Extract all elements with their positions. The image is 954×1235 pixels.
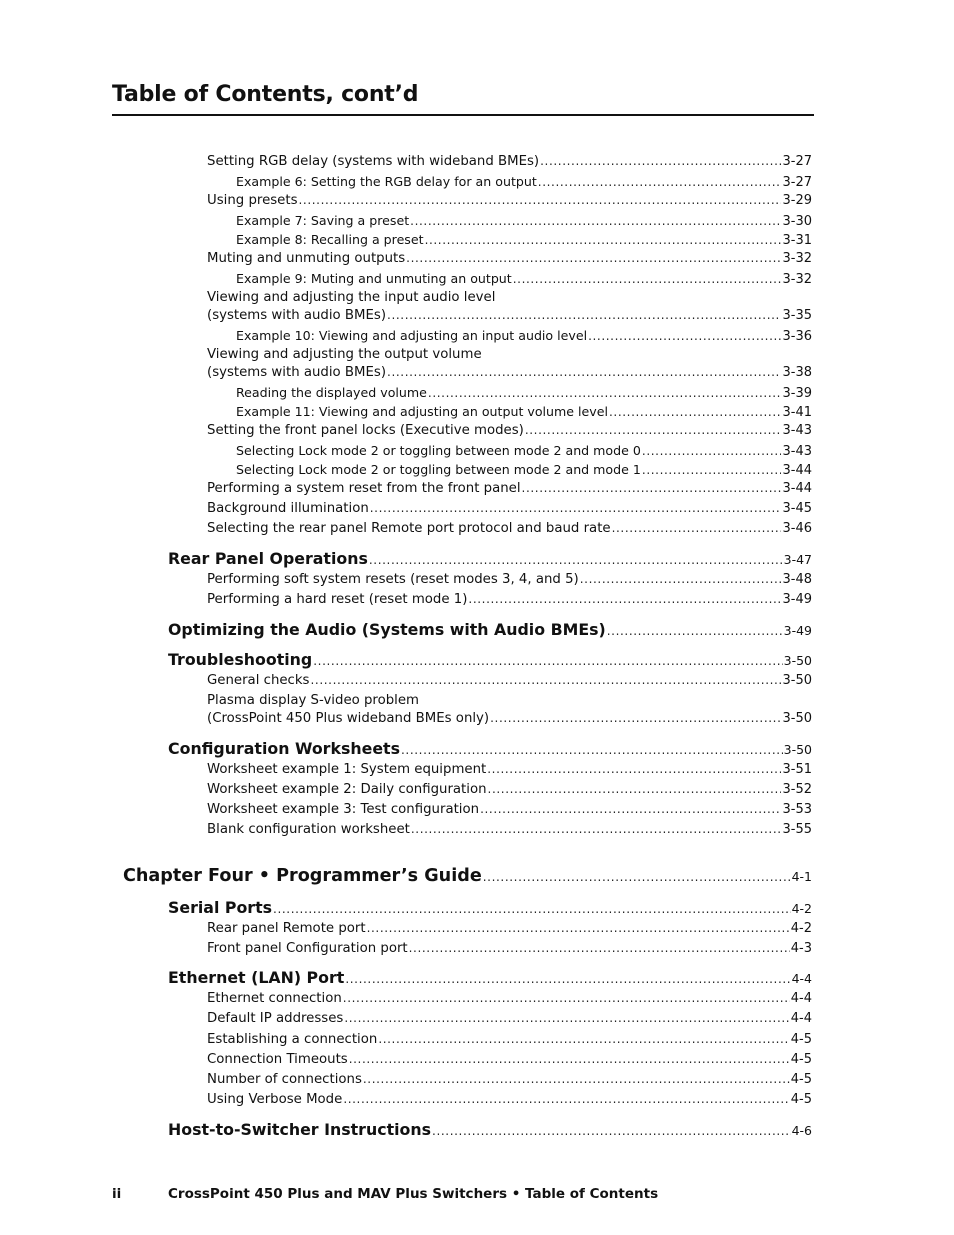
toc-entry [207,782,812,797]
leader-dots [425,233,782,247]
toc-entry [207,802,812,817]
toc-entry-label: Selecting Lock mode 2 or toggling between mode 2 and mode 1 [236,462,641,477]
toc-page-number: 3-32 [782,251,812,266]
toc-entry [207,991,812,1006]
leader-dots [344,1011,789,1025]
leader-dots [378,1032,789,1046]
leader-dots [522,481,782,495]
toc-entry [207,423,812,438]
toc-entry [236,385,812,401]
toc-entry [207,762,812,777]
toc-section [168,549,812,568]
leader-dots [345,972,790,986]
toc-page-number: 3-38 [782,365,812,380]
toc-entry [207,673,812,688]
toc-entry-label: Example 10: Viewing and adjusting an input audio level [236,328,588,343]
leader-dots [642,444,782,458]
toc-page-number: 3-27 [782,175,812,190]
toc-entry-label: Reading the displayed volume [236,385,427,400]
toc-page-number: 3-50 [782,711,812,726]
toc-page-number: 3-36 [782,329,812,344]
leader-dots [490,711,781,725]
leader-dots [349,1052,790,1066]
toc-entry-label: Performing a system reset from the front panel [207,481,521,496]
toc-page-number: 4-5 [790,1092,812,1107]
toc-page-number: 4-4 [790,1011,812,1026]
leader-dots [580,572,782,586]
toc-page-number: 3-41 [782,405,812,420]
leader-dots [540,154,781,168]
leader-dots [488,782,782,796]
toc-entry-label: Example 6: Setting the RGB delay for an output [236,174,537,189]
toc-entry-label: Rear panel Remote port [207,921,366,936]
toc-page-number: 3-29 [782,193,812,208]
toc-page-number: 3-30 [782,214,812,229]
leader-dots [343,1092,789,1106]
toc-page-number: 3-31 [782,233,812,248]
toc-entry [207,365,812,380]
toc-entry [207,154,812,169]
leader-dots [343,991,790,1005]
toc-page-number: 3-48 [782,572,812,587]
toc-section-label: Configuration Worksheets [168,739,401,758]
toc-section [168,739,812,758]
leader-dots [367,921,790,935]
toc-entry-label: Example 11: Viewing and adjusting an output volume level [236,404,608,419]
toc-entry [207,481,812,496]
toc-entry [236,443,812,459]
toc-entry-label: Example 7: Saving a preset [236,213,410,228]
leader-dots [513,272,782,286]
toc-page-number: 3-45 [782,501,812,516]
toc-entry-label: Number of connections [207,1072,362,1087]
toc-page-number: 4-4 [791,971,812,986]
toc-entry-label: Background illumination [207,501,369,516]
toc-entry [207,711,812,726]
toc-section [168,898,812,917]
toc-section [168,620,812,639]
leader-dots [410,214,781,228]
toc-entry-label: Setting RGB delay (systems with wideband BMEs) [207,154,540,169]
toc-page-number: 3-35 [782,308,812,323]
leader-dots [387,365,781,379]
toc-section [168,650,812,669]
toc-page-number: 3-43 [782,444,812,459]
toc-page-number: 4-3 [790,941,812,956]
toc-entry [207,193,812,208]
toc-entry [236,271,812,287]
toc-page-number: 4-5 [790,1072,812,1087]
toc-page-number: 3-49 [783,623,812,638]
toc-entry-label: Selecting the rear panel Remote port protocol and baud rate [207,521,611,536]
toc-section-label: Troubleshooting [168,650,313,669]
toc-page-number: 3-32 [782,272,812,287]
toc-entry [236,174,812,190]
toc-entry-label: Establishing a connection [207,1032,378,1047]
toc-entry-label: General checks [207,673,310,688]
toc-page-number: 3-39 [782,386,812,401]
toc-entry [236,232,812,248]
toc-page-number: 3-50 [783,742,812,757]
leader-dots [369,553,783,567]
toc-page-number: 3-47 [783,552,812,567]
toc-page-number: 3-46 [782,521,812,536]
leader-dots [468,592,781,606]
leader-dots [428,386,782,400]
leader-dots [487,762,781,776]
toc-entry-label: Performing a hard reset (reset mode 1) [207,592,468,607]
toc-section-label: Serial Ports [168,898,273,917]
toc-page-number: 3-49 [782,592,812,607]
leader-dots [406,251,781,265]
toc-entry-label: (systems with audio BMEs) [207,365,387,380]
toc-section [168,968,812,987]
toc-entry [207,572,812,587]
toc-entry [236,462,812,478]
leader-dots [411,822,782,836]
toc-page-number: 4-5 [790,1052,812,1067]
toc-section-label: Host-to-Switcher Instructions [168,1120,432,1139]
toc-entry [207,521,812,536]
toc-page-number: 4-2 [791,901,812,916]
toc-entry [207,1072,812,1087]
toc-entry-label: Worksheet example 3: Test configuration [207,802,480,817]
leader-dots [401,743,783,757]
toc-entry-label: Using Verbose Mode [207,1092,343,1107]
page-title: Table of Contents, cont’d [112,82,419,107]
footer-page-number: ii [112,1186,122,1202]
leader-dots [538,175,782,189]
toc-page-number: 3-51 [782,762,812,777]
leader-dots [525,423,782,437]
toc-entry-label: Selecting Lock mode 2 or toggling between mode 2 and mode 0 [236,443,641,458]
leader-dots [612,521,782,535]
toc-entry [207,251,812,266]
leader-dots [588,329,781,343]
toc-page-number: 4-4 [790,991,812,1006]
leader-dots [483,870,791,884]
leader-dots [409,941,790,955]
toc-section-label: Rear Panel Operations [168,549,368,568]
toc-entry [236,213,812,229]
toc-section-label: Ethernet (LAN) Port [168,968,345,987]
leader-dots [299,193,782,207]
toc-entry-label: Connection Timeouts [207,1052,348,1067]
toc-entry-label: Default IP addresses [207,1011,344,1026]
toc-entry [207,1052,812,1067]
toc-page-number: 3-43 [782,423,812,438]
toc-page-number: 3-27 [782,154,812,169]
toc-page-number: 4-1 [791,869,812,884]
toc-entry-label: Example 9: Muting and unmuting an output [236,271,512,286]
toc-entry-label: Front panel Configuration port [207,941,408,956]
toc-entry [207,822,812,837]
leader-dots [642,463,782,477]
toc-entry [236,404,812,420]
toc-entry-label: Worksheet example 2: Daily configuration [207,782,487,797]
leader-dots [370,501,782,515]
footer-title: CrossPoint 450 Plus and MAV Plus Switchers • Table of Contents [168,1186,659,1202]
toc-entry [207,1011,812,1026]
toc-entry-label: Worksheet example 1: System equipment [207,762,487,777]
leader-dots [607,624,783,638]
toc-page-number: 3-44 [782,463,812,478]
leader-dots [609,405,781,419]
toc-page-number: 3-52 [782,782,812,797]
toc-entry-label: Muting and unmuting outputs [207,251,406,266]
toc-entry-label: (systems with audio BMEs) [207,308,387,323]
toc-entry-label-line1: Viewing and adjusting the output volume [207,347,482,362]
toc-entry-label-line1: Plasma display S-video problem [207,693,420,708]
toc-section [168,1120,812,1139]
toc-chapter-label: Chapter Four • Programmer’s Guide [123,866,482,886]
leader-dots [432,1124,791,1138]
toc-page-number: 3-50 [782,673,812,688]
toc-page-number: 3-44 [782,481,812,496]
leader-dots [273,902,791,916]
toc-entry-label: Ethernet connection [207,991,342,1006]
toc-page-number: 3-53 [782,802,812,817]
leader-dots [363,1072,790,1086]
leader-dots [313,654,782,668]
toc-entry-label: Performing soft system resets (reset modes 3, 4, and 5) [207,572,579,587]
leader-dots [480,802,781,816]
toc-section-label: Optimizing the Audio (Systems with Audio BMEs) [168,620,606,639]
leader-dots [387,308,781,322]
toc-page-number: 3-50 [783,653,812,668]
toc-entry-label-line1: Viewing and adjusting the input audio level [207,290,496,305]
toc-entry-label: Example 8: Recalling a preset [236,232,424,247]
toc-entry-label: (CrossPoint 450 Plus wideband BMEs only) [207,711,490,726]
toc-entry [207,308,812,323]
toc-entry [236,328,812,344]
leader-dots [311,673,782,687]
toc-entry [207,501,812,516]
toc-page-number: 4-2 [790,921,812,936]
toc-entry [207,1032,812,1047]
toc-entry-label: Setting the front panel locks (Executive modes) [207,423,524,438]
toc-page-number: 4-6 [791,1123,812,1138]
toc-entry-label: Using presets [207,193,298,208]
toc-entry [207,941,812,956]
toc-entry [207,592,812,607]
toc-entry [207,921,812,936]
toc-page-number: 3-55 [782,822,812,837]
toc-entry [207,1092,812,1107]
toc-chapter [123,866,812,886]
toc-page-number: 4-5 [790,1032,812,1047]
toc-entry-label: Blank configuration worksheet [207,822,410,837]
